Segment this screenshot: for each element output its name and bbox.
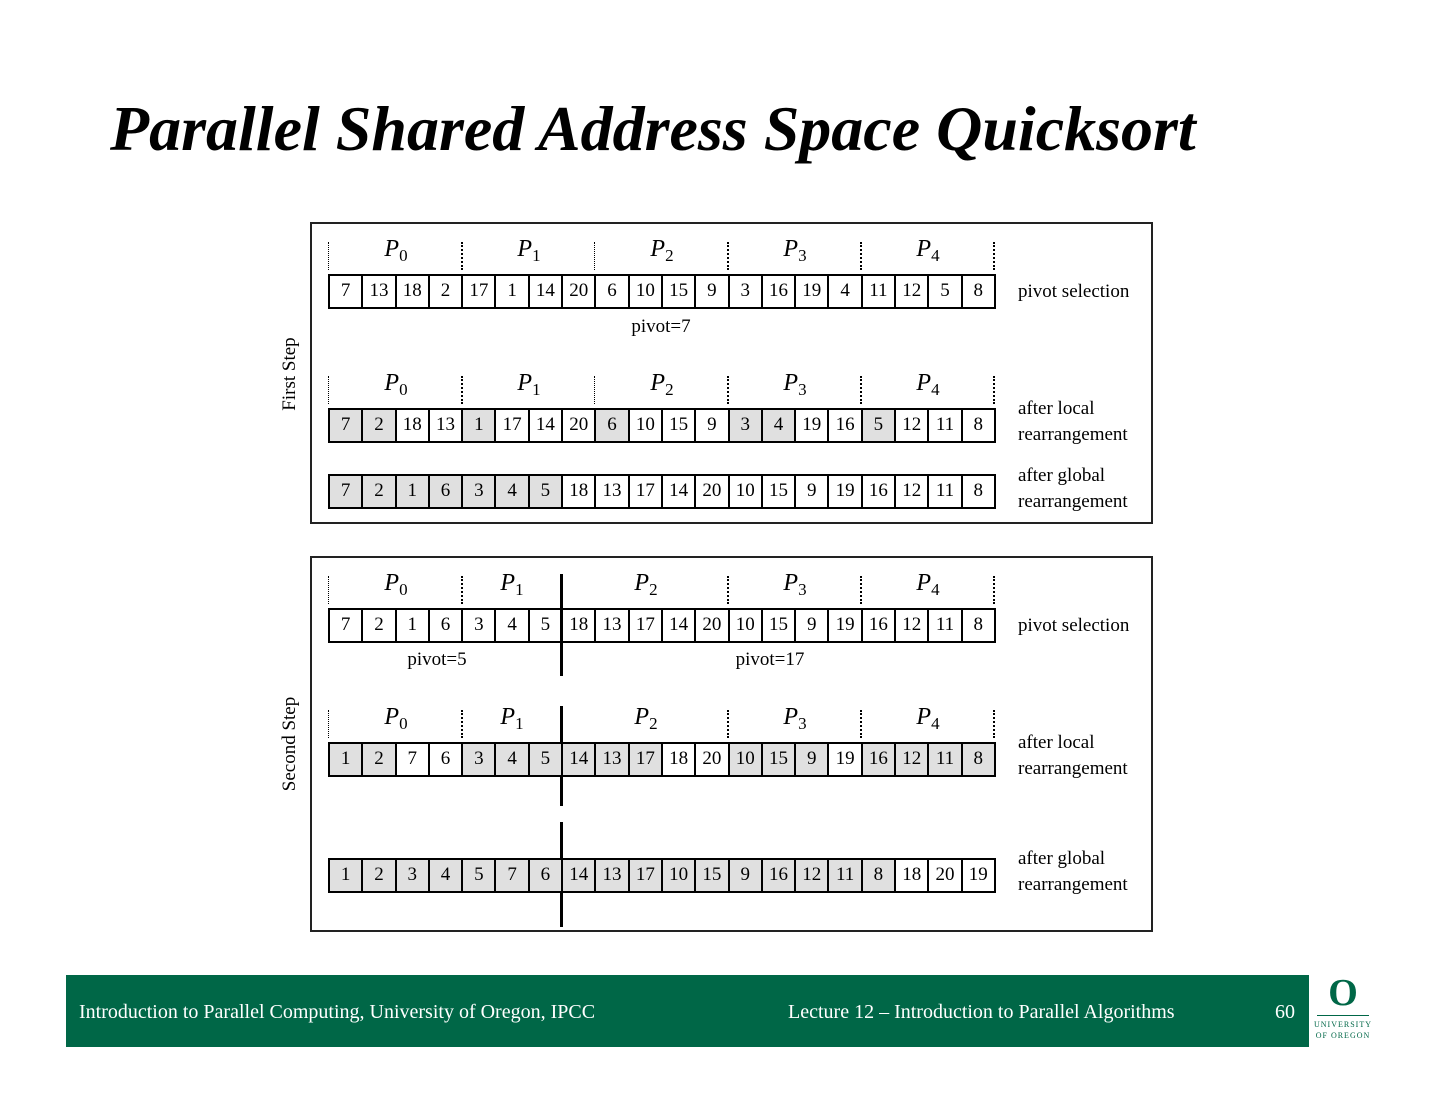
array-cell: 12 (796, 860, 829, 891)
array-cell: 9 (696, 276, 729, 307)
array-cell: 14 (563, 860, 596, 891)
processor-label: $P_0$ (384, 570, 408, 599)
processor-label: $P_1$ (500, 704, 524, 733)
array-cell: 9 (696, 410, 729, 441)
processor-separator (860, 710, 862, 738)
first-step-panel (279, 222, 1153, 524)
array-cell: 2 (363, 744, 396, 775)
array-cell: 18 (397, 410, 430, 441)
processor-label: $P_4$ (916, 704, 940, 733)
processor-label: $P_3$ (783, 704, 807, 733)
array-cell: 3 (463, 476, 496, 507)
array-row (328, 474, 996, 509)
array-cell: 5 (929, 276, 962, 307)
processor-separator (860, 376, 862, 404)
array-cell: 5 (530, 744, 563, 775)
row-label: after global rearrangement (1018, 848, 1128, 895)
processor-separator (461, 576, 463, 604)
array-cell: 7 (330, 476, 363, 507)
array-cell: 15 (763, 744, 796, 775)
array-cell: 18 (397, 276, 430, 307)
logo-line: OF OREGON (1315, 1031, 1371, 1040)
array-cell: 11 (829, 860, 862, 891)
row-label: pivot selection (1018, 615, 1130, 636)
array-cell: 6 (596, 276, 629, 307)
array-cell: 6 (530, 860, 563, 891)
array-cell: 7 (397, 744, 430, 775)
array-cell: 15 (663, 410, 696, 441)
step-label: Second Step (279, 696, 300, 792)
array-cell: 4 (496, 610, 529, 641)
array-cell: 10 (630, 276, 663, 307)
array-cell: 6 (430, 476, 463, 507)
array-cell: 19 (963, 860, 996, 891)
array-cell: 3 (463, 610, 496, 641)
array-cell: 13 (430, 410, 463, 441)
processor-separator (328, 710, 329, 738)
array-cell: 1 (330, 744, 363, 775)
processor-separator (727, 576, 729, 604)
array-cell: 9 (730, 860, 763, 891)
array-cell: 9 (796, 744, 829, 775)
row-label: after local rearrangement (1018, 732, 1128, 779)
array-cell: 1 (397, 610, 430, 641)
array-cell: 4 (763, 410, 796, 441)
array-cell: 11 (863, 276, 896, 307)
array-cell: 16 (829, 410, 862, 441)
array-cell: 6 (430, 610, 463, 641)
second-step-panel (279, 556, 1153, 932)
pivot-label: pivot=7 (631, 316, 691, 337)
row-label: after global rearrangement (1018, 465, 1128, 512)
array-cell: 20 (696, 610, 729, 641)
processor-separator (594, 242, 595, 270)
array-cell: 4 (829, 276, 862, 307)
page-number: 60 (1275, 1001, 1295, 1023)
o-logo-icon: O (1328, 972, 1358, 1014)
array-cell: 5 (530, 476, 563, 507)
processor-label: $P_3$ (783, 570, 807, 599)
array-cell: 19 (829, 610, 862, 641)
array-cell: 12 (896, 610, 929, 641)
array-cell: 10 (730, 744, 763, 775)
array-cell: 16 (863, 744, 896, 775)
array-cell: 3 (730, 410, 763, 441)
array-cell: 8 (963, 476, 996, 507)
array-cell: 17 (630, 476, 663, 507)
logo-line: UNIVERSITY (1314, 1020, 1372, 1029)
array-cell: 20 (929, 860, 962, 891)
processor-label: $P_3$ (783, 236, 807, 265)
processor-label: $P_2$ (650, 236, 674, 265)
array-cell: 12 (896, 410, 929, 441)
array-cell: 7 (496, 860, 529, 891)
processor-label: $P_1$ (517, 236, 541, 265)
processor-separator (727, 376, 729, 404)
array-cell: 15 (696, 860, 729, 891)
array-cell: 17 (463, 276, 496, 307)
array-cell: 2 (363, 410, 396, 441)
array-cell: 17 (496, 410, 529, 441)
array-cell: 3 (730, 276, 763, 307)
array-cell: 14 (663, 610, 696, 641)
array-cell: 8 (963, 610, 996, 641)
row-label: after local rearrangement (1018, 398, 1128, 445)
array-cell: 6 (596, 410, 629, 441)
processor-label: $P_4$ (916, 370, 940, 399)
processor-label: $P_2$ (634, 704, 658, 733)
array-cell: 12 (896, 744, 929, 775)
array-cell: 9 (796, 476, 829, 507)
array-cell: 20 (696, 476, 729, 507)
array-cell: 19 (829, 744, 862, 775)
array-cell: 17 (630, 610, 663, 641)
array-cell: 20 (563, 276, 596, 307)
array-cell: 14 (563, 744, 596, 775)
array-cell: 8 (963, 744, 996, 775)
array-cell: 8 (863, 860, 896, 891)
processor-label: $P_2$ (634, 570, 658, 599)
footer-lecture: Lecture 12 – Introduction to Parallel Algorithms (788, 1001, 1175, 1023)
array-cell: 12 (896, 276, 929, 307)
array-cell: 1 (463, 410, 496, 441)
array-cell: 16 (763, 860, 796, 891)
processor-label: $P_0$ (384, 236, 408, 265)
footer-course: Introduction to Parallel Computing, University of Oregon, IPCC (79, 1001, 596, 1023)
processor-separator (860, 576, 862, 604)
array-cell: 10 (730, 476, 763, 507)
array-cell: 18 (563, 476, 596, 507)
array-cell: 8 (963, 410, 996, 441)
footer-bar (66, 975, 1309, 1047)
array-row (328, 608, 996, 643)
processor-label: $P_1$ (517, 370, 541, 399)
processor-separator (328, 576, 329, 604)
university-logo (1313, 972, 1373, 1047)
slide-title: Parallel Shared Address Space Quicksort (110, 93, 1196, 164)
array-cell: 15 (663, 276, 696, 307)
array-cell: 19 (829, 476, 862, 507)
array-cell: 16 (863, 476, 896, 507)
array-cell: 3 (463, 744, 496, 775)
array-cell: 2 (363, 476, 396, 507)
array-cell: 5 (530, 610, 563, 641)
processor-row (312, 236, 1155, 268)
processor-separator (461, 710, 463, 738)
processor-separator (993, 576, 995, 604)
array-cell: 2 (363, 610, 396, 641)
array-cell: 10 (730, 610, 763, 641)
array-cell: 18 (896, 860, 929, 891)
array-cell: 1 (496, 276, 529, 307)
array-cell: 5 (863, 410, 896, 441)
array-cell: 16 (763, 276, 796, 307)
processor-label: $P_0$ (384, 370, 408, 399)
array-cell: 14 (663, 476, 696, 507)
processor-label: $P_2$ (650, 370, 674, 399)
array-cell: 13 (363, 276, 396, 307)
array-cell: 10 (663, 860, 696, 891)
processor-separator (727, 710, 729, 738)
array-cell: 14 (530, 410, 563, 441)
array-cell: 15 (763, 610, 796, 641)
array-cell: 7 (330, 610, 363, 641)
array-cell: 2 (363, 860, 396, 891)
pivot-label: pivot=5 (407, 649, 467, 670)
array-cell: 7 (330, 276, 363, 307)
processor-separator (727, 242, 729, 270)
processor-separator (328, 376, 329, 404)
array-cell: 3 (397, 860, 430, 891)
array-cell: 4 (496, 476, 529, 507)
array-cell: 16 (863, 610, 896, 641)
array-cell: 20 (563, 410, 596, 441)
processor-label: $P_4$ (916, 236, 940, 265)
array-cell: 9 (796, 610, 829, 641)
processor-separator (993, 710, 995, 738)
processor-label: $P_0$ (384, 704, 408, 733)
array-cell: 6 (430, 744, 463, 775)
array-cell: 15 (763, 476, 796, 507)
step-label: First Step (279, 337, 300, 411)
array-cell: 18 (663, 744, 696, 775)
array-cell: 1 (330, 860, 363, 891)
array-row (328, 858, 996, 893)
processor-separator (860, 242, 862, 270)
processor-separator (461, 376, 463, 404)
array-cell: 14 (530, 276, 563, 307)
array-cell: 19 (796, 276, 829, 307)
processor-separator (993, 242, 995, 270)
array-cell: 1 (397, 476, 430, 507)
array-cell: 11 (929, 744, 962, 775)
processor-label: $P_4$ (916, 570, 940, 599)
array-cell: 13 (596, 610, 629, 641)
processor-separator (993, 376, 995, 404)
pivot-label: pivot=17 (735, 649, 805, 670)
array-cell: 4 (496, 744, 529, 775)
processor-separator (328, 242, 329, 270)
processor-separator (594, 376, 595, 404)
array-row (328, 742, 996, 777)
array-cell: 13 (596, 744, 629, 775)
array-row (328, 408, 996, 443)
array-cell: 7 (330, 410, 363, 441)
array-cell: 17 (630, 860, 663, 891)
array-cell: 4 (430, 860, 463, 891)
array-cell: 10 (630, 410, 663, 441)
array-cell: 13 (596, 476, 629, 507)
array-cell: 19 (796, 410, 829, 441)
array-cell: 2 (430, 276, 463, 307)
array-cell: 20 (696, 744, 729, 775)
processor-label: $P_3$ (783, 370, 807, 399)
array-cell: 11 (929, 476, 962, 507)
processor-label: $P_1$ (500, 570, 524, 599)
array-cell: 13 (596, 860, 629, 891)
array-cell: 18 (563, 610, 596, 641)
processor-row (312, 570, 1155, 602)
array-row (328, 274, 996, 309)
array-cell: 11 (929, 610, 962, 641)
array-cell: 12 (896, 476, 929, 507)
array-cell: 8 (963, 276, 996, 307)
array-cell: 17 (630, 744, 663, 775)
array-cell: 5 (463, 860, 496, 891)
array-cell: 11 (929, 410, 962, 441)
row-label: pivot selection (1018, 281, 1130, 302)
processor-separator (461, 242, 463, 270)
